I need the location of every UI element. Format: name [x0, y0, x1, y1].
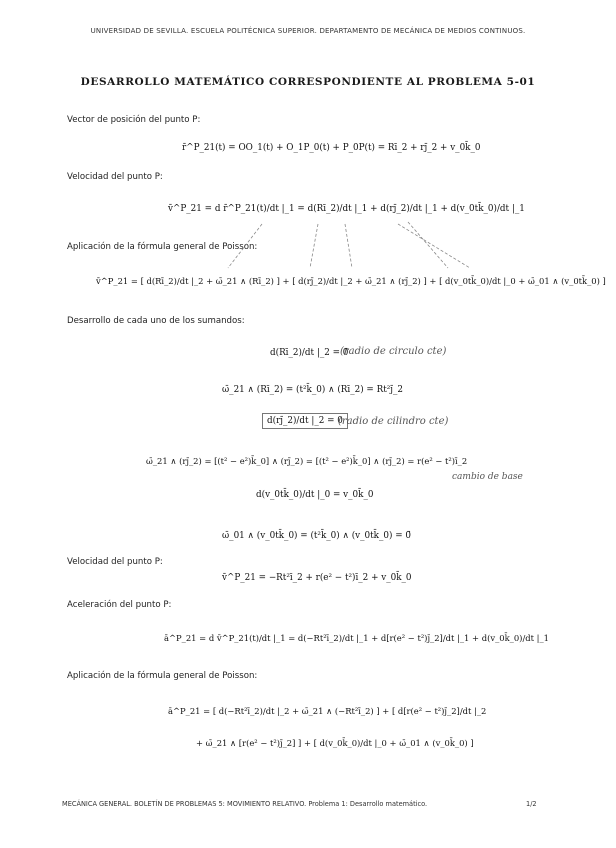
equation-term-4: ω̄_21 ∧ (rj̄_2) = [(t² − e²)k̄_0] ∧ (rj̄_2) = [(t² − e²)k̄_0] ∧ (rj̄_2) = r(e² − t²)ī_2 [146, 456, 468, 466]
equation-acceleration-poisson-line2: + ω̄_21 ∧ [r(e² − t²)j̄_2] ] + [ d(v_0k̄_0)/dt |_0 + ω̄_01 ∧ (v_0k̄_0) ] [196, 738, 474, 748]
section-velocity-label: Velocidad del punto P: [67, 172, 163, 182]
equation-term-2: ω̄_21 ∧ (Rī_2) = (t²k̄_0) ∧ (Rī_2) = Rt²j̄_2 [222, 385, 404, 395]
page-footer-text: MECÁNICA GENERAL. BOLETÍN DE PROBLEMAS 5: MOVIMIENTO RELATIVO. Problema 1: Desarrollo matemático. [62, 800, 428, 808]
section-poisson-acceleration-label: Aplicación de la fórmula general de Poisson: [67, 671, 258, 681]
handwritten-note-radius-cylinder: (radio de cilindro cte) [338, 416, 449, 427]
section-poisson-label: Aplicación de la fórmula general de Poisson: [67, 242, 258, 252]
section-development-label: Desarrollo de cada uno de los sumandos: [67, 316, 245, 326]
equation-velocity-result: v̄^P_21 = −Rt²ī_2 + r(e² − t²)ī_2 + v_0k̄_0 [222, 573, 412, 583]
section-velocity-result-label: Velocidad del punto P: [67, 557, 163, 567]
equation-velocity-derivative: v̄^P_21 = d r̄^P_21(t)/dt |_1 = d(Rī_2)/dt |_1 + d(rj̄_2)/dt |_1 + d(v_0tk̄_0)/dt |_1 [168, 204, 525, 214]
page-header: UNIVERSIDAD DE SEVILLA. ESCUELA POLITÉCNICA SUPERIOR. DEPARTAMENTO DE MECÁNICA DE MEDIOS CONTINUOS. [90, 27, 526, 35]
section-acceleration-label: Aceleración del punto P: [67, 600, 172, 610]
handwritten-note-change-basis: cambio de base [452, 472, 523, 482]
equation-term-1: d(Rī_2)/dt |_2 = 0̄ [270, 348, 349, 358]
page-title: DESARROLLO MATEMÁTICO CORRESPONDIENTE AL PROBLEMA 5-01 [80, 76, 536, 88]
page-number: 1/2 [526, 800, 537, 808]
equation-acceleration-poisson-line1: ā^P_21 = [ d(−Rt²ī_2)/dt |_2 + ω̄_21 ∧ (−Rt²ī_2) ] + [ d[r(e² − t²)j̄_2]/dt |_2 [168, 706, 487, 716]
equation-term-6: ω̄_01 ∧ (v_0tk̄_0) = (t²k̄_0) ∧ (v_0tk̄_0) = 0̄ [222, 531, 411, 541]
equation-term-5: d(v_0tk̄_0)/dt |_0 = v_0k̄_0 [256, 490, 374, 500]
section-position-label: Vector de posición del punto P: [67, 115, 201, 125]
equation-position-vector: r̄^P_21(t) = OO_1(t) + O_1P_0(t) + P_0P(t) = Rī_2 + rj̄_2 + v_0k̄_0 [182, 143, 481, 153]
equation-velocity-poisson: v̄^P_21 = [ d(Rī_2)/dt |_2 + ω̄_21 ∧ (Rī_2) ] + [ d(rj̄_2)/dt |_2 + ω̄_21 ∧ (rj̄_2) ] + [ d(v_0tk̄_0)/dt |_0 + ω̄_01 ∧ (v_0tk̄_0) ] [96, 276, 606, 286]
equation-acceleration-derivative: ā^P_21 = d v̄^P_21(t)/dt |_1 = d(−Rt²ī_2)/dt |_1 + d[r(e² − t²)j̄_2]/dt |_1 + d(v_0k̄_0)/dt |_1 [164, 633, 549, 643]
equation-term-3: d(rj̄_2)/dt |_2 = 0 [262, 413, 348, 429]
handwritten-note-radius-circle: (radio de circulo cte) [340, 346, 447, 357]
